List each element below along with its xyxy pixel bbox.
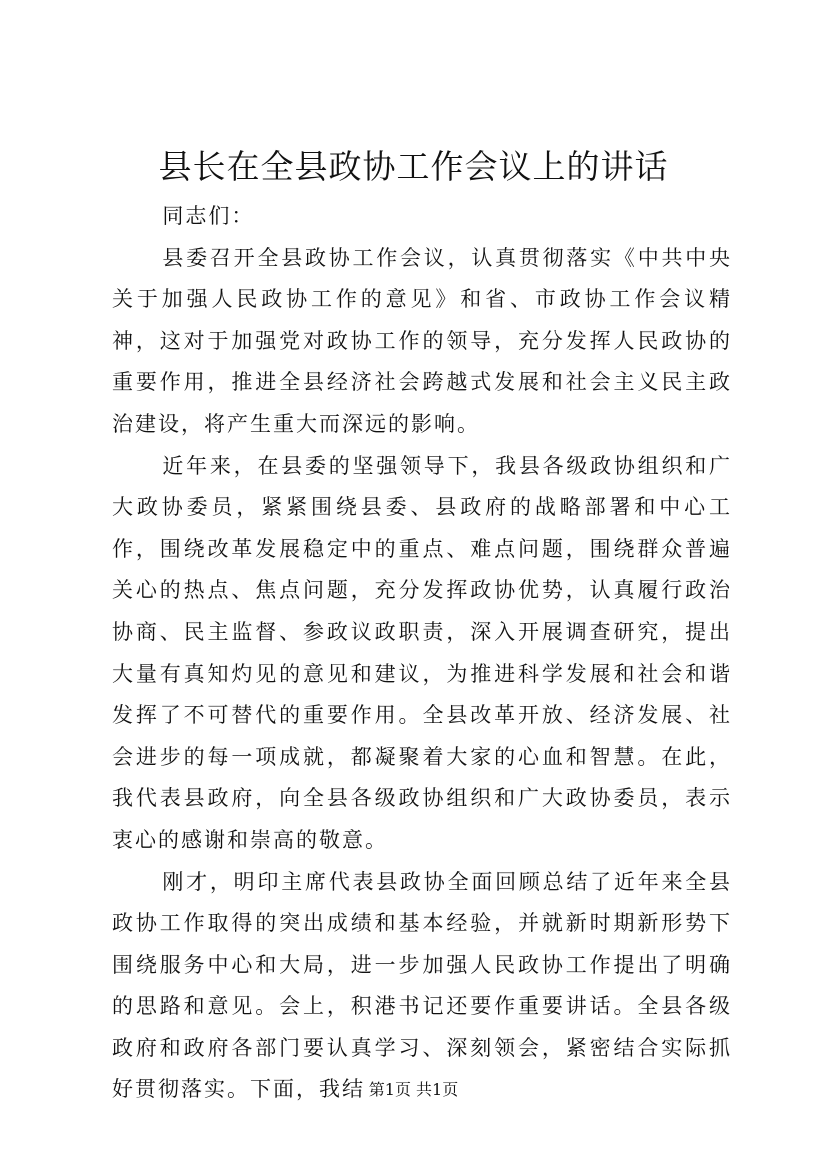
document-title: 县长在全县政协工作会议上的讲话: [158, 147, 669, 186]
paragraph-2: 近年来，在县委的坚强领导下，我县各级政协组织和广大政协委员，紧紧围绕县委、县政府的战略部署和中心工作，围绕改革发展稳定中的重点、难点问题，围绕群众普遍关心的热点、焦点问题，充分发挥政协优势，认真履行政治协商、民主监督、参政议政职责，深入开展调查研究，提出大量有真知灼见的意见和建议，为推进科学发展和社会和谐发挥了不可替代的重要作用。全县改革开放、经济发展、社会进步的每一项成就，都凝聚着大家的心血和智慧。在此，我代表县政府，向全县各级政协组织和广大政协委员，表示衷心的感谢和崇高的敬意。: [112, 453, 732, 852]
page-footer: 第1页 共1页: [368, 1080, 459, 1099]
paragraph-1: 县委召开全县政协工作会议，认真贯彻落实《中共中央关于加强人民政协工作的意见》和省、市政协工作会议精神，这对于加强党对政协工作的领导，充分发挥人民政协的重要作用，推进全县经济社会跨越式发展和社会主义民主政治建设，将产生重大而深远的影响。: [112, 245, 732, 436]
document-body: [112, 196, 732, 1111]
salutation: 同志们：: [162, 204, 255, 228]
paragraph-3: 刚才，明印主席代表县政协全面回顾总结了近年来全县政协工作取得的突出成绩和基本经验，并就新时期新形势下围绕服务中心和大局，进一步加强人民政协工作提出了明确的思路和意见。会上，积港书记还要作重要讲话。全县各级政府和政府各部门要认真学习、深刻领会，紧密结合实际抓好贯彻落实。下面，我结: [112, 869, 732, 1102]
